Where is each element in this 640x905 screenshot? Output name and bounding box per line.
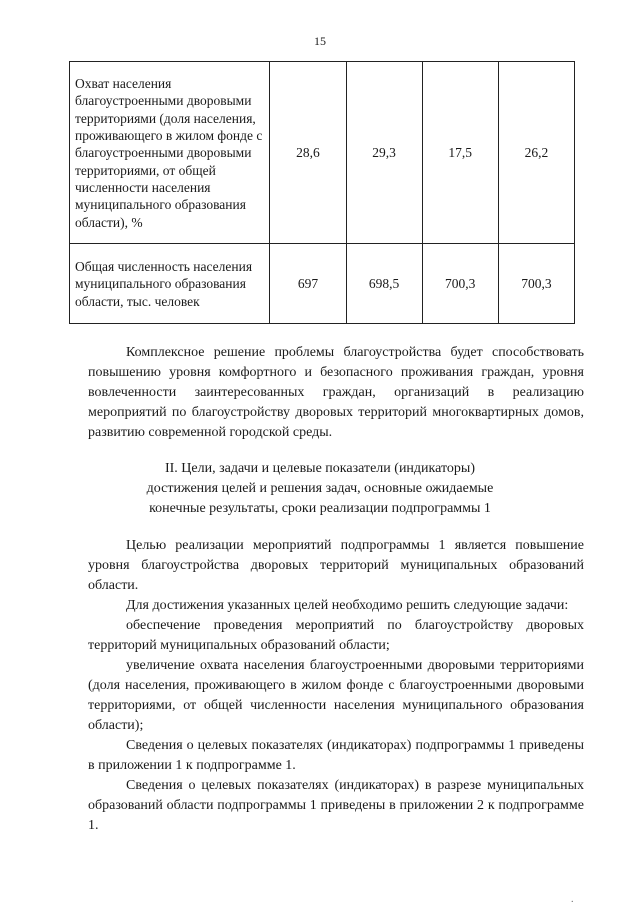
- table-row: [70, 62, 575, 244]
- intro-section: [88, 343, 584, 443]
- table-cell: 28,6: [270, 62, 346, 244]
- indicators-table: [69, 61, 575, 324]
- body-paragraph: Сведения о целевых показателях (индикаторах) подпрограммы 1 приведены в приложении 1 к подпрограмме 1.: [88, 738, 584, 773]
- page-number: 15: [314, 34, 326, 48]
- section-heading-line: II. Цели, задачи и целевые показатели (индикаторы): [164, 461, 475, 476]
- body-paragraph: Целью реализации мероприятий подпрограммы 1 является повышение уровня благоустройства дворовых территорий муниципальных образований области.: [88, 538, 584, 593]
- table-cell: 700,3: [498, 244, 574, 324]
- table-row-label: Общая численность населения муниципального образования области, тыс. человек: [70, 244, 270, 324]
- table-cell: 697: [270, 244, 346, 324]
- table-cell: 29,3: [346, 62, 422, 244]
- body-paragraph: увеличение охвата населения благоустроенными дворовыми территориями (доля населения, проживающего в жилом фонде с благоустроенными дворовыми территориями, от общей численности населения муниципального образования области);: [88, 658, 584, 733]
- section-heading: [0, 459, 640, 519]
- body-paragraph: Для достижения указанных целей необходимо решить следующие задачи:: [126, 598, 569, 613]
- goals-section: [88, 536, 584, 836]
- section-heading-line: конечные результаты, сроки реализации подпрограммы 1: [149, 501, 491, 516]
- intro-paragraph: Комплексное решение проблемы благоустройства будет способствовать повышению уровня комфортного и безопасного проживания граждан, уровня вовлеченности заинтересованных граждан, организаций в реализацию мероприятий по благоустройству дворовых территорий многоквартирных домов, развитию современной городской среды.: [88, 345, 584, 440]
- table-cell: 698,5: [346, 244, 422, 324]
- table-row: [70, 244, 575, 324]
- footer-mark: .: [571, 894, 574, 905]
- body-paragraph: Сведения о целевых показателях (индикаторах) в разрезе муниципальных образований области подпрограммы 1 приведены в приложении 2 к подпрограмме 1.: [88, 778, 584, 833]
- section-heading-line: достижения целей и решения задач, основные ожидаемые: [146, 481, 494, 496]
- table-row-label: Охват населения благоустроенными дворовыми территориями (доля населения, проживающего в жилом фонде с благоустроенными дворовыми территориями, от общей численности населения муниципального образования области), %: [70, 62, 270, 244]
- body-paragraph: обеспечение проведения мероприятий по благоустройству дворовых территорий муниципальных образований области;: [88, 618, 584, 653]
- table-cell: 700,3: [422, 244, 498, 324]
- table-cell: 26,2: [498, 62, 574, 244]
- table-cell: 17,5: [422, 62, 498, 244]
